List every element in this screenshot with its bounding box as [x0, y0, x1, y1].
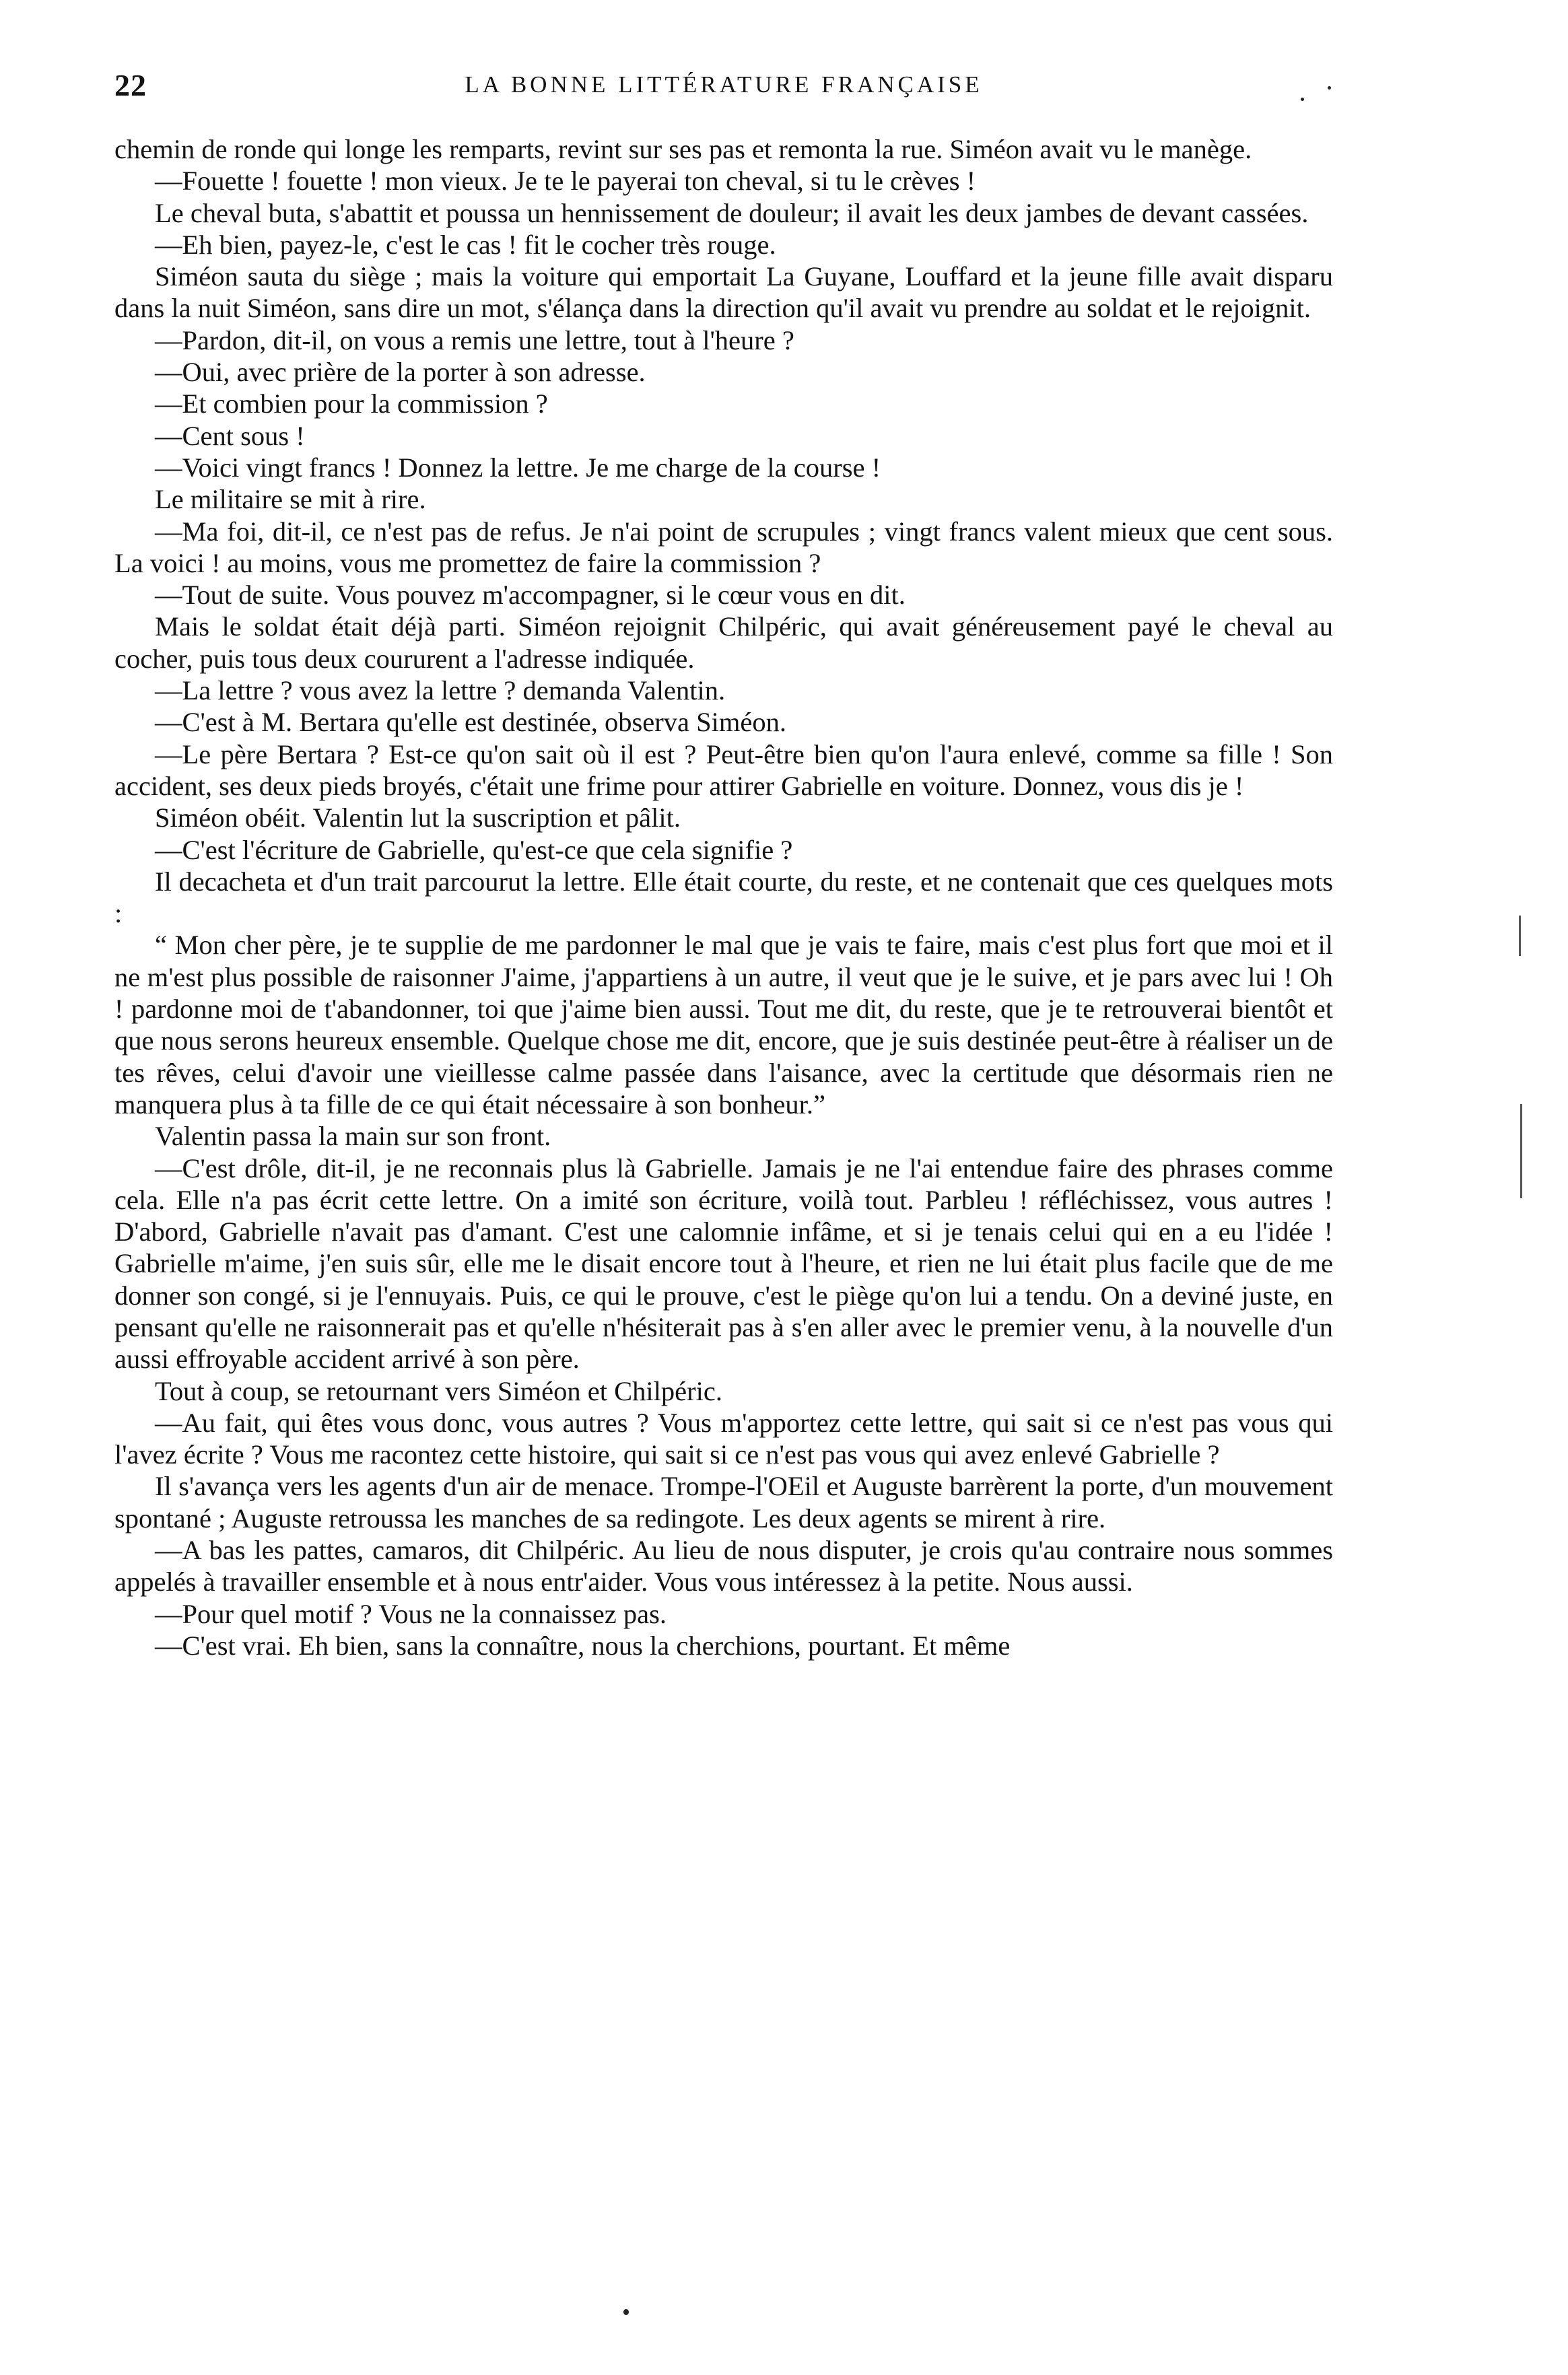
paragraph: —A bas les pattes, camaros, dit Chilpéric. Au lieu de nous disputer, je crois qu'au contraire nous sommes appelés à travailler ensemble et à nous entr'aider. Vous vous intéressez à la petite. Nous aussi. [114, 1535, 1333, 1597]
paragraph: Siméon obéit. Valentin lut la suscription et pâlit. [155, 802, 681, 833]
paragraph: —Pardon, dit-il, on vous a remis une lettre, tout à l'heure ? [155, 324, 794, 355]
body-text [114, 133, 1333, 1661]
paragraph: —C'est vrai. Eh bien, sans la connaître, nous la cherchions, pourtant. Et même [155, 1630, 1011, 1661]
paragraph: Il s'avança vers les agents d'un air de menace. Trompe-l'OEil et Auguste barrèrent la porte, d'un mouvement spontané ; Auguste retroussa les manches de sa redingote. Les deux agents se mirent à rire. [114, 1471, 1333, 1534]
scan-edge-mark [1520, 1104, 1522, 1198]
paragraph: —C'est à M. Bertara qu'elle est destinée, observa Siméon. [155, 707, 786, 738]
running-head [114, 67, 1333, 108]
paragraph: chemin de ronde qui longe les remparts, revint sur ses pas et remonta la rue. Siméon avait vu le manège. [114, 134, 1252, 164]
page-number: 22 [114, 68, 147, 102]
paragraph: —Pour quel motif ? Vous ne la connaissez pas. [155, 1598, 667, 1629]
paragraph: —Eh bien, payez-le, c'est le cas ! fit le cocher très rouge. [155, 229, 776, 260]
paragraph: —C'est l'écriture de Gabrielle, qu'est-ce que cela signifie ? [155, 834, 793, 865]
paragraph: —Fouette ! fouette ! mon vieux. Je te le payerai ton cheval, si tu le crèves ! [155, 166, 976, 197]
paragraph: Le cheval buta, s'abattit et poussa un hennissement de douleur; il avait les deux jambes de devant cassées. [155, 197, 1309, 228]
ink-speck [1301, 98, 1304, 101]
paragraph: —Ma foi, dit-il, ce n'est pas de refus. Je n'ai point de scrupules ; vingt francs valent mieux que cent sous. La voici ! au moins, vous me promettez de faire la commission ? [114, 516, 1333, 578]
scan-edge-mark [1519, 916, 1521, 956]
paragraph: Le militaire se mit à rire. [155, 484, 426, 515]
paragraph: —Au fait, qui êtes vous donc, vous autres ? Vous m'apportez cette lettre, qui sait si ce n'est pas vous qui l'avez écrite ? Vous me racontez cette histoire, qui sait si ce n'est pas vous qui avez enlevé Gabrielle ? [114, 1407, 1333, 1470]
paragraph: —Et combien pour la commission ? [155, 388, 548, 419]
paragraph: —Voici vingt francs ! Donnez la lettre. Je me charge de la course ! [155, 452, 881, 483]
paragraph: —C'est drôle, dit-il, je ne reconnais plus là Gabrielle. Jamais je ne l'ai entendue faire des phrases comme cela. Elle n'a pas écrit cette lettre. On a imité son écriture, voilà tout. Parbleu ! réfléchissez, vous autres ! D'abord, Gabrielle n'avait pas d'amant. C'est une calomnie infâme, et si je tenais celui qui en a eu l'idée ! Gabrielle m'aime, j'en suis sûr, elle me le disait encore tout à l'heure, et rien ne lui était plus facile que de me donner son congé, si je l'ennuyais. Puis, ce qui le prouve, c'est le piège qu'on lui a tendu. On a deviné juste, en pensant qu'elle ne raisonnerait pas et qu'elle n'hésiterait pas à s'en aller avec le premier venu, à la nouvelle d'un aussi effroyable accident arrivé à son père. [114, 1152, 1333, 1375]
paragraph: Il decacheta et d'un trait parcourut la lettre. Elle était courte, du reste, et ne contenait que ces quelques mots : [114, 866, 1333, 929]
ink-speck [623, 2309, 629, 2315]
paragraph: Siméon sauta du siège ; mais la voiture qui emportait La Guyane, Louffard et la jeune fille avait disparu dans la nuit Siméon, sans dire un mot, s'élança dans la direction qu'il avait vu prendre au soldat et le rejoignit. [114, 261, 1333, 324]
paragraph: Tout à coup, se retournant vers Siméon et Chilpéric. [155, 1375, 722, 1406]
paragraph: Valentin passa la main sur son front. [155, 1121, 551, 1152]
paragraph: —La lettre ? vous avez la lettre ? demanda Valentin. [155, 675, 726, 706]
paragraph: —Le père Bertara ? Est-ce qu'on sait où il est ? Peut-être bien qu'on l'aura enlevé, comme sa fille ! Son accident, ses deux pieds broyés, c'était une frime pour attirer Gabrielle en voiture. Donnez, vous dis je ! [114, 738, 1333, 801]
paragraph: —Cent sous ! [155, 420, 305, 451]
paragraph: —Oui, avec prière de la porter à son adresse. [155, 357, 646, 388]
running-title: LA BONNE LITTÉRATURE FRANÇAISE [465, 71, 983, 98]
paragraph: Mais le soldat était déjà parti. Siméon rejoignit Chilpéric, qui avait généreusement payé le cheval au cocher, puis tous deux coururent a l'adresse indiquée. [114, 611, 1333, 674]
letter-paragraph: “ Mon cher père, je te supplie de me pardonner le mal que je vais te faire, mais c'est plus fort que moi et il ne m'est plus possible de raisonner J'aime, j'appartiens à un autre, il veut que je le suive, et je pars avec lui ! Oh ! pardonne moi de t'abandonner, toi que j'aime bien aussi. Tout me dit, du reste, que je te retrouverai bientôt et que nous serons heureux ensemble. Quelque chose me dit, encore, que je suis destinée peut-être à réaliser un de tes rêves, celui d'avoir une vieillesse calme passée dans l'aisance, avec la certitude que désormais rien ne manquera plus à ta fille de ce qui était nécessaire à son bonheur.” [114, 930, 1333, 1120]
ink-speck [1328, 86, 1331, 90]
paragraph: —Tout de suite. Vous pouvez m'accompagner, si le cœur vous en dit. [155, 580, 906, 611]
